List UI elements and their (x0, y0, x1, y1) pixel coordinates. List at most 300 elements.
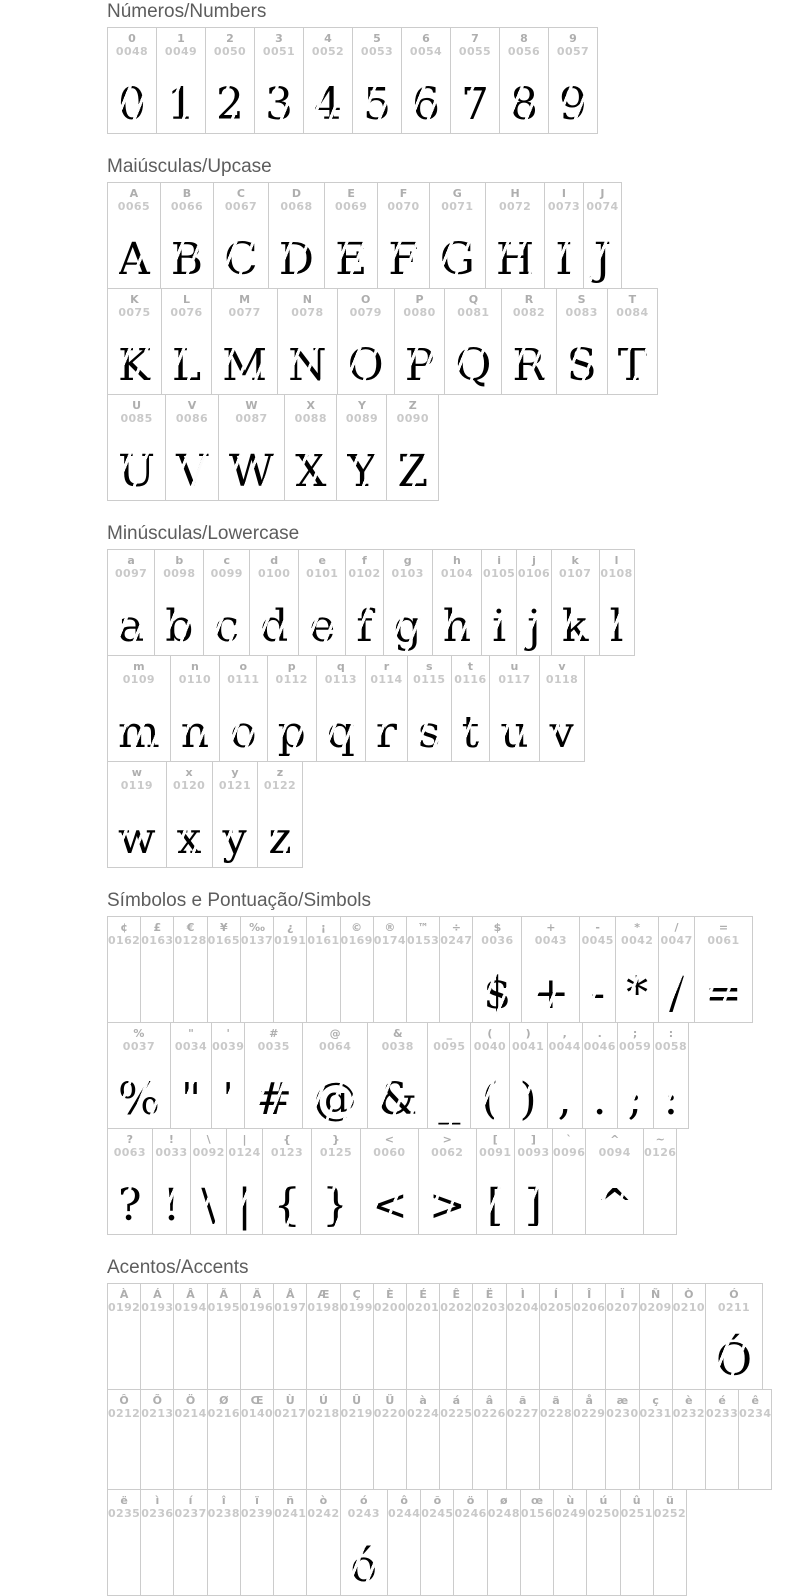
cell-code-label: 0045 (581, 934, 614, 947)
glyph-cell-0217 (273, 1389, 307, 1490)
section-title: Acentos/Accents (107, 1257, 249, 1278)
glyph-cell-0103 (383, 549, 433, 656)
cell-header (348, 1490, 380, 1522)
cell-header (155, 1129, 187, 1161)
cell-header (108, 1390, 140, 1422)
cell-code-label: 0204 (506, 1301, 539, 1314)
cell-header (387, 183, 419, 215)
cell-code-label: 0234 (739, 1407, 772, 1420)
cell-char-label: > (442, 1133, 452, 1146)
cell-code-label: 0217 (274, 1407, 307, 1420)
glyph-cell-0242 (306, 1489, 340, 1596)
cell-glyph-preview: ^ (586, 1161, 643, 1234)
cell-header (141, 1284, 173, 1316)
cell-glyph-preview: Ó (706, 1316, 762, 1389)
cell-glyph-preview: * (616, 949, 658, 1022)
glyph-cell-0077 (211, 288, 278, 395)
cell-char-label: } (332, 1133, 340, 1146)
glyph-cell-0074 (583, 182, 623, 289)
cell-code-label: 0056 (507, 45, 541, 58)
cell-char-label: å (585, 1394, 593, 1407)
glyph-cell-0234 (738, 1389, 772, 1490)
cell-char-label: Q (468, 293, 479, 306)
cell-glyph-preview: J (584, 215, 622, 288)
cell-char-label: Ú (318, 1394, 328, 1407)
glyph-cell-0043 (521, 916, 580, 1023)
cell-glyph-preview: j (517, 582, 551, 655)
cell-header (616, 289, 648, 321)
cell-char-label: m (133, 660, 145, 673)
cell-glyph-preview: 4 (304, 60, 352, 133)
cell-code-label: 0191 (274, 934, 307, 947)
cell-header (549, 1023, 581, 1055)
cell-char-label: 6 (422, 32, 430, 45)
cell-code-label: 0057 (556, 45, 590, 58)
cell-char-label: G (452, 187, 462, 200)
glyph-cell-0219 (340, 1389, 374, 1490)
cell-glyph-preview: G (430, 215, 485, 288)
cell-char-label: = (718, 921, 729, 934)
cell-glyph-preview: p (268, 688, 316, 761)
cell-code-label: 0119 (120, 779, 153, 792)
cell-char-label: E (347, 187, 355, 200)
glyph-cell-0225 (439, 1389, 473, 1490)
cell-header (141, 1490, 173, 1522)
cell-char-label: â (485, 1394, 494, 1407)
cell-char-label: ¥ (219, 921, 228, 934)
cell-char-label: Ù (285, 1394, 295, 1407)
cell-glyph-preview: . (583, 1055, 617, 1128)
cell-header (655, 1023, 687, 1055)
cell-header (566, 289, 598, 321)
cell-glyph-preview: l (600, 582, 634, 655)
cell-char-label: : (668, 1027, 674, 1040)
cell-glyph-preview: X (285, 427, 336, 500)
cell-char-label: ~ (655, 1133, 665, 1146)
cell-glyph-preview: q (317, 688, 365, 761)
cell-code-label: 0077 (228, 306, 261, 319)
cell-code-label: 0241 (274, 1507, 307, 1520)
cell-code-label: 0248 (487, 1507, 520, 1520)
glyph-cell-0070 (377, 182, 430, 289)
glyph-cell-0038 (367, 1022, 428, 1129)
cell-code-label: 0106 (517, 567, 551, 580)
glyph-cell-0112 (267, 655, 317, 762)
cell-header (488, 1490, 520, 1522)
cell-header (235, 395, 267, 427)
cell-code-label: 0212 (108, 1407, 141, 1420)
glyph-cell-0106 (516, 549, 552, 656)
cell-glyph-preview: b (155, 582, 203, 655)
glyph-cell-0068 (268, 182, 325, 289)
cell-header (498, 656, 530, 688)
cell-header (258, 1023, 290, 1055)
cell-header (440, 917, 472, 949)
cell-header (163, 550, 195, 582)
cell-code-label: 0115 (413, 673, 446, 686)
cell-char-label: ç (652, 1394, 659, 1407)
glyph-cell-0034 (170, 1022, 212, 1129)
cell-code-label: 0039 (212, 1040, 245, 1053)
glyph-cell-0069 (324, 182, 378, 289)
glyph-cell-0051 (254, 27, 304, 134)
cell-header (739, 1390, 771, 1422)
cell-header (473, 1284, 505, 1316)
cell-header (118, 183, 150, 215)
glyph-cell-0203 (472, 1283, 506, 1390)
cell-char-label: Ø (219, 1394, 229, 1407)
glyph-cell-0121 (212, 761, 259, 868)
cell-char-label: F (399, 187, 408, 200)
glyph-cell-0062 (418, 1128, 477, 1235)
cell-code-label: 0226 (473, 1407, 506, 1420)
cell-header (274, 1490, 306, 1522)
glyph-cell-0249 (553, 1489, 587, 1596)
cell-glyph-preview: t (452, 688, 490, 761)
cell-code-label: 0104 (440, 567, 474, 580)
cell-glyph-preview: e (299, 582, 345, 655)
cell-header (559, 550, 591, 582)
cell-char-label: 0 (128, 32, 136, 45)
cell-code-label: 0244 (388, 1507, 421, 1520)
glyph-cell-0078 (277, 288, 338, 395)
cell-header (219, 762, 251, 794)
cell-header (175, 1023, 207, 1055)
glyph-cell-0036 (472, 916, 522, 1023)
glyph-cell-0252 (653, 1489, 687, 1596)
glyph-row (107, 1128, 800, 1235)
glyph-cell-0251 (620, 1489, 654, 1596)
cell-code-label: 0193 (141, 1301, 174, 1314)
cell-code-label: 0207 (606, 1301, 639, 1314)
cell-header (141, 1390, 173, 1422)
cell-char-label: o (239, 660, 248, 673)
cell-char-label: & (392, 1027, 403, 1040)
cell-char-label: ø (500, 1494, 508, 1507)
glyph-cell-0092 (190, 1128, 227, 1235)
cell-header (459, 28, 491, 60)
cell-code-label: 0242 (307, 1507, 340, 1520)
glyph-cell-0248 (487, 1489, 521, 1596)
cell-char-label: P (415, 293, 424, 306)
glyph-row (107, 288, 800, 395)
cell-glyph-preview: D (269, 215, 324, 288)
cell-char-label: ^ (610, 1133, 620, 1146)
cell-code-label: 0109 (122, 673, 155, 686)
cell-glyph-preview: % (108, 1055, 170, 1128)
cell-glyph-preview: 3 (255, 60, 303, 133)
cell-code-label: 0064 (319, 1040, 352, 1053)
cell-header (120, 395, 152, 427)
cell-header (193, 1129, 225, 1161)
cell-char-label: { (283, 1133, 291, 1146)
cell-char-label: [ (492, 1133, 498, 1146)
cell-glyph-preview: \ (191, 1161, 226, 1234)
cell-header (227, 656, 259, 688)
cell-code-label: 0250 (587, 1507, 620, 1520)
cell-header (673, 1284, 705, 1316)
glyph-cell-0048 (107, 27, 157, 134)
section-s-mbolos-e-pontua-o-simbols (107, 890, 800, 1235)
cell-char-label: | (242, 1133, 247, 1146)
cell-code-label: 0213 (141, 1407, 174, 1420)
cell-header (410, 28, 442, 60)
glyph-cell-0114 (365, 655, 408, 762)
glyph-cell-0230 (605, 1389, 639, 1490)
cell-char-label: , (562, 1027, 567, 1040)
cell-glyph-preview: 0 (108, 60, 156, 133)
cell-code-label: 0094 (598, 1146, 631, 1159)
cell-code-label: 0042 (621, 934, 654, 947)
cell-code-label: 0203 (473, 1301, 506, 1314)
cell-header (123, 656, 155, 688)
cell-header (179, 656, 211, 688)
cell-char-label: í (188, 1494, 193, 1507)
cell-header (535, 917, 567, 949)
glyph-cell-0246 (453, 1489, 487, 1596)
cell-code-label: 0058 (654, 1040, 688, 1053)
cell-char-label: Á (153, 1288, 162, 1301)
cell-char-label: © (351, 921, 363, 934)
cell-code-label: 0249 (554, 1507, 587, 1520)
cell-header (171, 183, 203, 215)
cell-char-label: é (718, 1394, 726, 1407)
cell-code-label: 0107 (559, 567, 592, 580)
cell-header (341, 917, 373, 949)
cell-glyph-preview: 1 (157, 60, 205, 133)
cell-glyph-preview: n (171, 688, 219, 761)
cell-header (280, 183, 312, 215)
glyph-cell-0204 (506, 1283, 540, 1390)
glyph-cell-0093 (514, 1128, 553, 1235)
cell-header (348, 550, 380, 582)
glyph-cell-0239 (240, 1489, 274, 1596)
cell-glyph-preview: Z (387, 427, 438, 500)
cell-code-label: 0237 (174, 1507, 207, 1520)
cell-char-label: k (571, 554, 579, 567)
glyph-cell-0090 (386, 394, 439, 501)
cell-glyph-preview: [ (477, 1161, 514, 1234)
cell-header (274, 917, 306, 949)
cell-glyph-preview: | (227, 1161, 262, 1234)
cell-header (341, 1284, 373, 1316)
cell-code-label: 0053 (360, 45, 394, 58)
cell-header (654, 1490, 686, 1522)
cell-code-label: 0074 (586, 200, 619, 213)
cell-glyph-preview: = (695, 949, 752, 1022)
cell-code-label: 0081 (457, 306, 490, 319)
section-title: Números/Numbers (107, 1, 267, 22)
cell-char-label: \ (206, 1133, 211, 1146)
cell-code-label: 0227 (506, 1407, 539, 1420)
cell-header (258, 550, 290, 582)
glyph-cell-0191 (273, 916, 307, 1023)
cell-char-label: æ (616, 1394, 629, 1407)
cell-header (319, 1023, 351, 1055)
cell-code-label: 0044 (548, 1040, 581, 1053)
cell-code-label: 0198 (307, 1301, 340, 1314)
cell-header (546, 656, 578, 688)
cell-glyph-preview: 7 (451, 60, 499, 133)
cell-char-label: ™ (417, 921, 429, 934)
cell-char-label: J (600, 187, 605, 200)
cell-code-label: 0162 (108, 934, 141, 947)
cell-code-label: 0102 (348, 567, 381, 580)
cell-header (587, 1490, 619, 1522)
glyph-cell-0124 (226, 1128, 263, 1235)
glyph-row (107, 182, 800, 289)
cell-header (499, 183, 531, 215)
glyph-cell-0067 (213, 182, 269, 289)
glyph-cell-0122 (257, 761, 302, 868)
glyph-cell-0049 (156, 27, 206, 134)
cell-code-label: 0219 (340, 1407, 373, 1420)
cell-code-label: 0246 (454, 1507, 487, 1520)
glyph-row (107, 1022, 800, 1129)
cell-code-label: 0202 (440, 1301, 473, 1314)
glyph-cell-0102 (345, 549, 383, 656)
glyph-cell-0243 (340, 1489, 389, 1596)
cell-char-label: Î (587, 1288, 592, 1301)
cell-char-label: à (419, 1394, 427, 1407)
cell-char-label: Œ (250, 1394, 264, 1407)
cell-header (660, 917, 692, 949)
glyph-cell-0084 (607, 288, 658, 395)
cell-glyph-preview: L (162, 321, 211, 394)
glyph-row (107, 1389, 800, 1490)
cell-code-label: 0060 (373, 1146, 406, 1159)
glyph-cell-0226 (472, 1389, 506, 1490)
cell-char-label: ` (566, 1133, 572, 1146)
cell-glyph-preview: # (245, 1055, 302, 1128)
cell-code-label: 0050 (213, 45, 247, 58)
cell-glyph-preview: k (552, 582, 599, 655)
cell-char-label: ‰ (249, 921, 265, 934)
cell-header (241, 1284, 273, 1316)
cell-code-label: 0110 (178, 673, 212, 686)
cell-header (263, 28, 295, 60)
cell-glyph-preview: 8 (500, 60, 548, 133)
glyph-cell-0216 (207, 1389, 241, 1490)
cell-header (621, 917, 653, 949)
cell-header (479, 1129, 511, 1161)
cell-code-label: 0089 (345, 412, 379, 425)
cell-header (170, 289, 202, 321)
cell-char-label: Ã (219, 1288, 229, 1301)
cell-glyph-preview: } (312, 1161, 360, 1234)
cell-code-label: 0080 (403, 306, 436, 319)
cell-char-label: X (306, 399, 315, 412)
cell-char-label: B (182, 187, 192, 200)
cell-char-label: + (546, 921, 556, 934)
cell-char-label: s (425, 660, 433, 673)
cell-code-label: 0041 (511, 1040, 545, 1053)
cell-char-label: r (383, 660, 390, 673)
glyph-row (107, 27, 800, 134)
cell-header (540, 1390, 572, 1422)
cell-header (553, 1129, 585, 1161)
cell-char-label: V (187, 399, 197, 412)
cell-char-label: Æ (317, 1288, 330, 1301)
cell-code-label: 0239 (240, 1507, 274, 1520)
glyph-cell-0039 (211, 1022, 245, 1129)
cell-header (306, 550, 338, 582)
cell-code-label: 0174 (373, 934, 406, 947)
glyph-cell-0110 (170, 655, 220, 762)
cell-header (481, 917, 513, 949)
cell-glyph-preview: ; (618, 1055, 653, 1128)
cell-code-label: 0040 (473, 1040, 507, 1053)
cell-glyph-preview: h (433, 582, 481, 655)
cell-header (586, 183, 618, 215)
cell-header (115, 550, 147, 582)
cell-code-label: 0137 (240, 934, 274, 947)
cell-header (307, 1284, 339, 1316)
cell-glyph-preview: P (395, 321, 445, 394)
cell-glyph-preview: _ (428, 1055, 470, 1128)
glyph-cell-0096 (552, 1128, 586, 1235)
cell-code-label: 0196 (240, 1301, 274, 1314)
glyph-cell-0054 (401, 27, 451, 134)
glyph-cell-0195 (207, 1283, 241, 1390)
cell-code-label: 0140 (240, 1407, 274, 1420)
cell-char-label: n (190, 660, 199, 673)
cell-glyph-preview: ? (108, 1161, 152, 1234)
cell-glyph-preview: Y (337, 427, 386, 500)
cell-glyph-preview: y (213, 794, 258, 867)
cell-glyph-preview: { (263, 1161, 311, 1234)
glyph-cell-0229 (572, 1389, 606, 1490)
cell-header (350, 289, 382, 321)
cell-char-label: 7 (471, 32, 479, 45)
cell-char-label: Ï (620, 1288, 625, 1301)
cell-header (619, 1023, 651, 1055)
glyph-row (107, 1489, 800, 1596)
cell-header (508, 28, 540, 60)
glyph-cell-0120 (166, 761, 213, 868)
cell-glyph-preview: : (654, 1055, 689, 1128)
cell-code-label: 0156 (520, 1507, 554, 1520)
glyph-cell-0218 (306, 1389, 340, 1490)
cell-char-label: È (386, 1288, 394, 1301)
cell-code-label: 0075 (118, 306, 151, 319)
cell-code-label: 0236 (141, 1507, 174, 1520)
cell-glyph-preview: w (108, 794, 166, 867)
cell-header (335, 183, 367, 215)
cell-header (407, 1284, 439, 1316)
cell-code-label: 0052 (311, 45, 345, 58)
cell-header (116, 28, 148, 60)
cell-char-label: O (361, 293, 371, 306)
cell-glyph-preview: $ (473, 949, 521, 1022)
cell-char-label: ï (255, 1494, 259, 1507)
cell-char-label: Ü (385, 1394, 395, 1407)
cell-glyph-preview: O (338, 321, 394, 394)
cell-header (403, 289, 435, 321)
cell-char-label: ò (319, 1494, 328, 1507)
cell-code-label: 0063 (113, 1146, 146, 1159)
glyph-cell-0071 (429, 182, 486, 289)
cell-header (295, 395, 327, 427)
cell-char-label: ë (120, 1494, 128, 1507)
cell-code-label: 0230 (606, 1407, 639, 1420)
glyph-cell-0115 (407, 655, 452, 762)
cell-header (208, 1490, 240, 1522)
cell-glyph-preview: U (108, 427, 165, 500)
cell-header (518, 550, 550, 582)
glyph-cell-0199 (340, 1283, 374, 1390)
cell-char-label: R (524, 293, 534, 306)
